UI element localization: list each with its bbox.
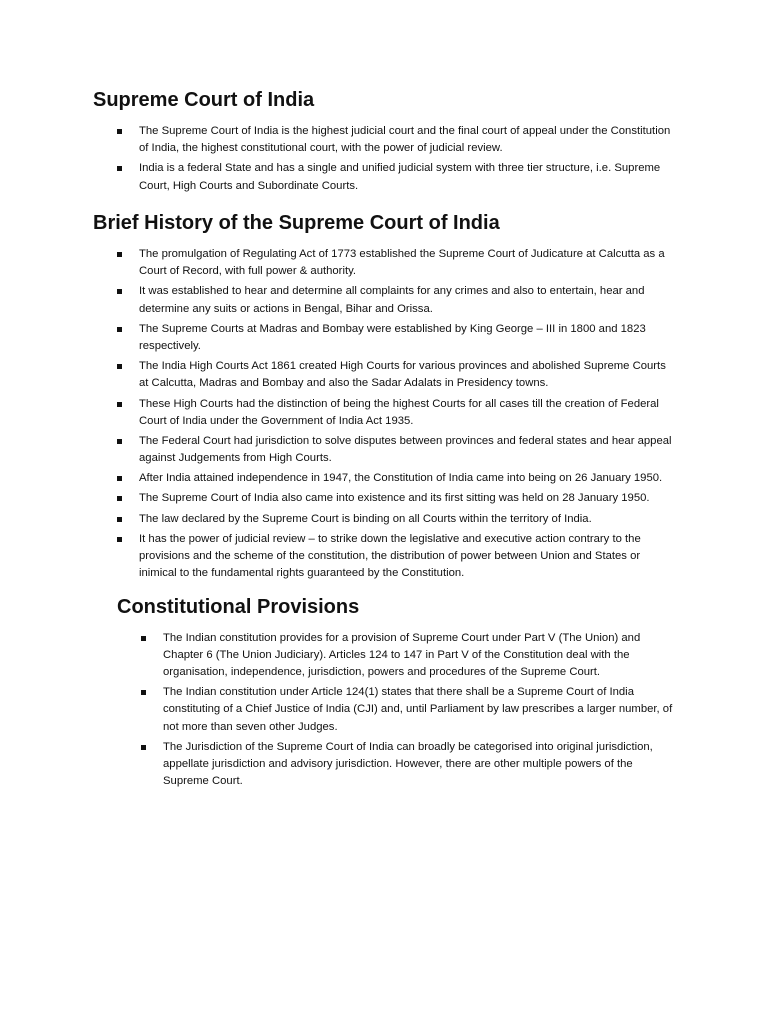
square-bullet-icon — [117, 364, 122, 369]
list-item-text: It has the power of judicial review – to strike down the legislative and executive action contrary to the provisions and the scheme of the constitution, the distribution of power between Union and States or inimical to the fundamental rights guaranteed by the Constitution. — [139, 532, 641, 580]
list-item — [0, 433, 768, 468]
list-item-text: The Supreme Court of India is the highest judicial court and the final court of appeal under the Constitution of India, the highest constitutional court, with the power of judicial review. — [139, 125, 671, 155]
list-item-text: After India attained independence in 1947, the Constitution of India came into being on 26 January 1950. — [139, 472, 663, 485]
list-item — [0, 531, 768, 583]
list-item-text: The law declared by the Supreme Court is binding on all Courts within the territory of India. — [139, 512, 592, 525]
section-brief-history — [0, 211, 768, 583]
square-bullet-icon — [141, 690, 146, 695]
list-item — [0, 123, 768, 158]
list-item-text: The Jurisdiction of the Supreme Court of India can broadly be categorised into original jurisdiction, appellate jurisdiction and advisory jurisdiction. However, there are other multiple powers of the Supreme Court. — [163, 740, 653, 788]
square-bullet-icon — [117, 327, 122, 332]
square-bullet-icon — [117, 252, 122, 257]
list-item — [0, 684, 768, 736]
list-item — [0, 321, 768, 356]
square-bullet-icon — [141, 636, 146, 641]
list-item — [0, 246, 768, 281]
list-item — [0, 160, 768, 195]
square-bullet-icon — [117, 517, 122, 522]
list-item — [0, 739, 768, 791]
list-item-text: The Supreme Courts at Madras and Bombay were established by King George – III in 1800 and 1823 respectively. — [139, 322, 646, 353]
square-bullet-icon — [117, 476, 122, 481]
list-item-text: It was established to hear and determine all complaints for any crimes and also to entertain, hear and determine any suits or actions in Bengal, Bihar and Orissa. — [139, 285, 645, 315]
list-item — [0, 511, 768, 528]
bullet-list — [0, 246, 768, 583]
square-bullet-icon — [117, 289, 122, 294]
section-supreme-court — [0, 88, 768, 195]
section-heading: Brief History of the Supreme Court of India — [93, 211, 500, 234]
list-item — [0, 630, 768, 682]
bullet-list — [0, 630, 768, 791]
list-item — [0, 490, 768, 507]
list-item-text: The Indian constitution provides for a provision of Supreme Court under Part V (The Union) and Chapter 6 (The Union Judiciary). Articles 124 to 147 in Part V of the Constitution deal with the organisation, independence, jurisdiction, powers and procedures of the Supreme Court. — [163, 631, 641, 679]
square-bullet-icon — [117, 537, 122, 542]
square-bullet-icon — [117, 496, 122, 501]
square-bullet-icon — [117, 402, 122, 407]
list-item — [0, 283, 768, 318]
list-item-text: The India High Courts Act 1861 created High Courts for various provinces and abolished Supreme Courts at Calcutta, Madras and Bombay and also the Sadar Adalats in Presidency towns. — [139, 360, 666, 390]
list-item-text: The Federal Court had jurisdiction to solve disputes between provinces and federal states and hear appeal against Judgements from High Courts. — [139, 434, 672, 465]
square-bullet-icon — [117, 439, 122, 444]
list-item-text: The Supreme Court of India also came into existence and its first sitting was held on 28 January 1950. — [139, 492, 650, 505]
list-item-text: These High Courts had the distinction of being the highest Courts for all cases till the creation of Federal Court of India under the Government of India Act 1935. — [139, 397, 659, 427]
bullet-list — [0, 123, 768, 195]
square-bullet-icon — [141, 745, 146, 750]
list-item — [0, 358, 768, 393]
square-bullet-icon — [117, 166, 122, 171]
section-heading: Constitutional Provisions — [117, 595, 360, 618]
list-item — [0, 470, 768, 487]
list-item — [0, 396, 768, 431]
list-item-text: The promulgation of Regulating Act of 1773 established the Supreme Court of Judicature at Calcutta as a Court of Record, with full power & authority. — [139, 247, 665, 278]
list-item-text: The Indian constitution under Article 124(1) states that there shall be a Supreme Court of India constituting of a Chief Justice of India (CJI) and, until Parliament by law prescribes a larger number, of not more than seven other Judges. — [163, 686, 673, 733]
section-heading: Supreme Court of India — [93, 89, 315, 111]
section-constitutional-provisions — [0, 595, 768, 791]
square-bullet-icon — [117, 129, 122, 134]
list-item-text: India is a federal State and has a single and unified judicial system with three tier structure, i.e. Supreme Court, High Courts and Subordinate Courts. — [139, 162, 661, 192]
